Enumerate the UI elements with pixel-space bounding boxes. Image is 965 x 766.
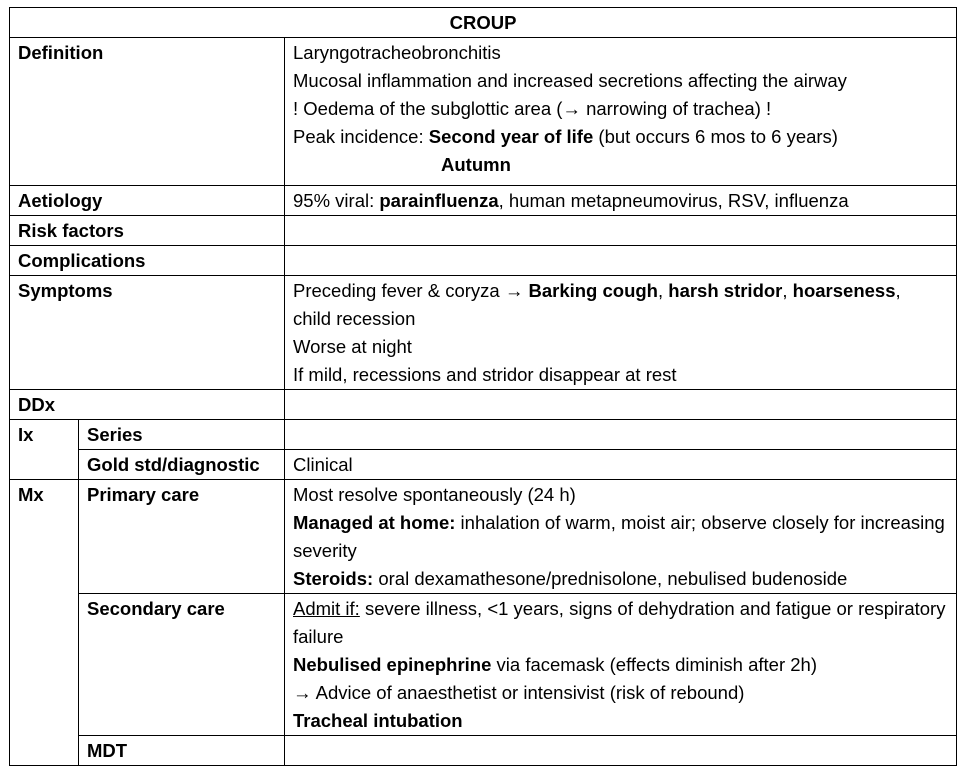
symptoms-sep: , [782, 280, 793, 301]
mx-secondary-bold: Nebulised epinephrine [293, 654, 492, 675]
mx-primary-bold: Managed at home: [293, 512, 456, 533]
ix-series-label: Series [79, 420, 285, 450]
aetiology-label: Aetiology [10, 186, 285, 216]
risk-factors-content [285, 216, 957, 246]
ix-series-content [285, 420, 957, 450]
mx-secondary-line [293, 707, 948, 735]
definition-line: Laryngotracheobronchitis [293, 42, 501, 63]
symptoms-sep: , [895, 280, 901, 301]
ddx-label: DDx [10, 390, 285, 420]
mx-secondary-label: Secondary care [79, 594, 285, 736]
mx-secondary-line [293, 651, 948, 679]
mx-secondary-text: via facemask (effects diminish after 2h) [491, 654, 817, 675]
mx-mdt-row [10, 736, 957, 766]
symptom-bold: Barking cough [528, 280, 658, 301]
peak-season: Autumn [441, 154, 511, 175]
mx-label: Mx [10, 480, 79, 766]
definition-row [10, 38, 957, 186]
table-title: CROUP [10, 8, 957, 38]
symptoms-line: Worse at night [293, 336, 412, 357]
ddx-content [285, 390, 957, 420]
ix-gold-row [10, 450, 957, 480]
mx-primary-text: inhalation of warm, moist air; observe closely for increasing severity [293, 512, 945, 561]
symptoms-text: Preceding fever & coryza → [293, 280, 529, 301]
mx-mdt-content [285, 736, 957, 766]
mx-primary-line: Most resolve spontaneously (24 h) [293, 484, 576, 505]
symptoms-line: child recession [293, 308, 416, 329]
aetiology-text: 95% viral: [293, 190, 380, 211]
definition-line: ! Oedema of the subglottic area (→ narrowing of trachea) ! [293, 98, 772, 119]
symptoms-row [10, 276, 957, 390]
symptom-bold: harsh stridor [668, 280, 783, 301]
symptoms-line: If mild, recessions and stridor disappear at rest [293, 364, 677, 385]
mx-primary-line [293, 565, 948, 593]
mx-mdt-label: MDT [79, 736, 285, 766]
aetiology-row [10, 186, 957, 216]
mx-primary-bold: Steroids: [293, 568, 374, 589]
aetiology-content [285, 186, 957, 216]
ix-gold-label: Gold std/diagnostic [79, 450, 285, 480]
mx-secondary-line [293, 595, 948, 651]
mx-primary-label: Primary care [79, 480, 285, 594]
mx-secondary-text: severe illness, <1 years, signs of dehydration and fatigue or respiratory failure [293, 598, 946, 647]
symptoms-content [285, 276, 957, 390]
risk-factors-row [10, 216, 957, 246]
ix-series-row [10, 420, 957, 450]
complications-label: Complications [10, 246, 285, 276]
mx-secondary-line: → Advice of anaesthetist or intensivist (risk of rebound) [293, 682, 745, 703]
mx-primary-text: oral dexamathesone/prednisolone, nebulised budenoside [373, 568, 848, 589]
definition-content [285, 38, 957, 186]
definition-line [293, 123, 948, 151]
mx-primary-line [293, 509, 948, 565]
symptoms-line [293, 277, 948, 305]
title-row [10, 8, 957, 38]
mx-secondary-bold: Tracheal intubation [293, 710, 463, 731]
peak-incidence-bold: Second year of life [428, 126, 594, 147]
symptoms-sep: , [657, 280, 669, 301]
mx-primary-content [285, 480, 957, 594]
aetiology-bold: parainfluenza [379, 190, 499, 211]
ix-gold-value: Clinical [285, 450, 957, 480]
peak-incidence-label: Peak incidence: [293, 126, 429, 147]
definition-line: Mucosal inflammation and increased secretions affecting the airway [293, 70, 847, 91]
mx-primary-row [10, 480, 957, 594]
mx-secondary-content [285, 594, 957, 736]
risk-factors-label: Risk factors [10, 216, 285, 246]
definition-label: Definition [10, 38, 285, 186]
symptom-bold: hoarseness [792, 280, 896, 301]
mx-secondary-row [10, 594, 957, 736]
admit-if-label: Admit if: [293, 598, 360, 619]
complications-row [10, 246, 957, 276]
definition-line [293, 151, 948, 179]
aetiology-text: , human metapneumovirus, RSV, influenza [498, 190, 849, 211]
ddx-row [10, 390, 957, 420]
complications-content [285, 246, 957, 276]
peak-incidence-note: (but occurs 6 mos to 6 years) [593, 126, 838, 147]
symptoms-label: Symptoms [10, 276, 285, 390]
ix-label: Ix [10, 420, 79, 480]
croup-table [9, 7, 957, 766]
